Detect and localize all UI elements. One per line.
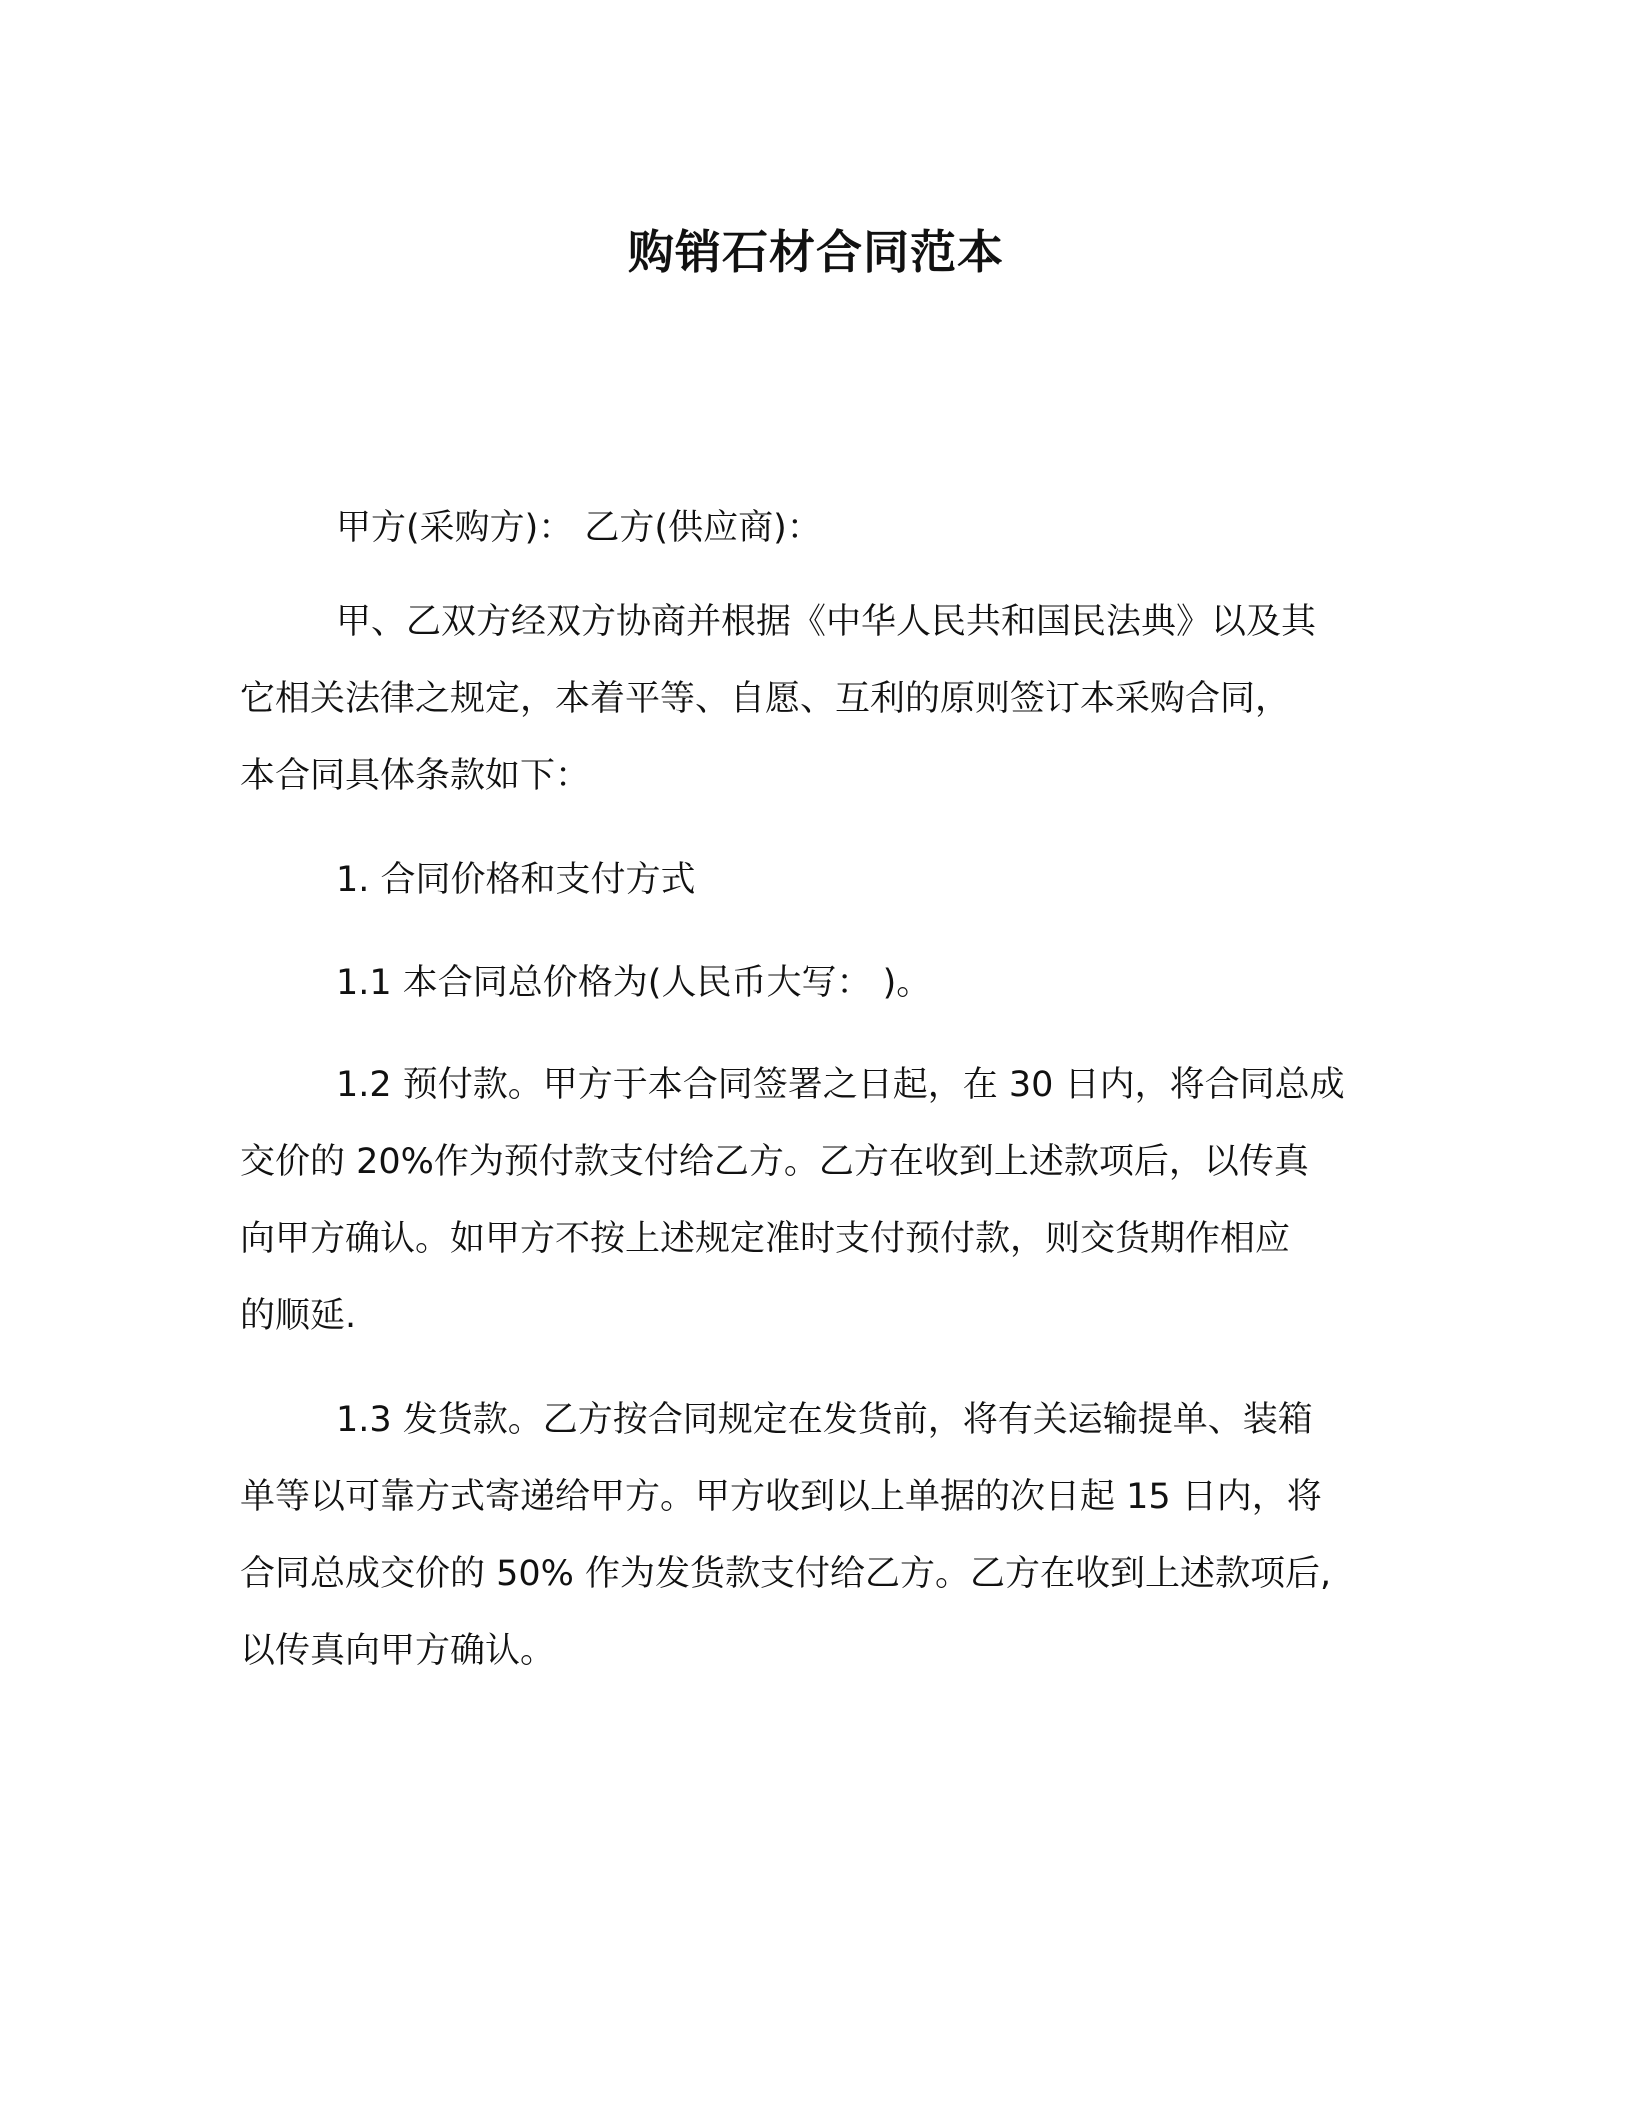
intro-line: 本合同具体条款如下： (240, 756, 591, 796)
clause-1-2-line: 向甲方确认。如甲方不按上述规定准时支付预付款，则交货期作相应 (240, 1219, 1291, 1259)
clause-1-1-text: 1.1 本合同总价格为(人民币大写： )。 (336, 963, 932, 1003)
clause-1-3 (240, 1382, 1400, 1690)
clause-1-1 (240, 945, 1400, 1022)
clause-1-3-line: 单等以可靠方式寄递给甲方。甲方收到以上单据的次日起 15 日内，将 (240, 1477, 1322, 1517)
clause-1-2 (240, 1047, 1400, 1355)
clause-1-2-line: 的顺延. (240, 1296, 357, 1336)
document-title: 购销石材合同范本 (628, 225, 1004, 279)
clause-1-3-line: 1.3 发货款。乙方按合同规定在发货前，将有关运输提单、装箱 (336, 1400, 1313, 1440)
intro-paragraph (240, 584, 1400, 815)
clause-1-2-line: 交价的 20%作为预付款支付给乙方。乙方在收到上述款项后，以传真 (240, 1142, 1309, 1182)
clause-1-2-line: 1.2 预付款。甲方于本合同签署之日起，在 30 日内，将合同总成 (336, 1065, 1345, 1105)
section-1-heading (240, 842, 1400, 919)
section-1-text: 1. 合同价格和支付方式 (336, 860, 696, 900)
clause-1-3-line: 合同总成交价的 50% 作为发货款支付给乙方。乙方在收到上述款项后, (240, 1554, 1332, 1594)
clause-1-3-line: 以传真向甲方确认。 (240, 1631, 556, 1671)
parties-text: 甲方(采购方)： 乙方(供应商)： (336, 508, 822, 548)
intro-line: 它相关法律之规定，本着平等、自愿、互利的原则签订本采购合同， (240, 679, 1291, 719)
intro-line: 甲、乙双方经双方协商并根据《中华人民共和国民法典》以及其 (336, 602, 1317, 642)
parties-line (240, 490, 1400, 567)
